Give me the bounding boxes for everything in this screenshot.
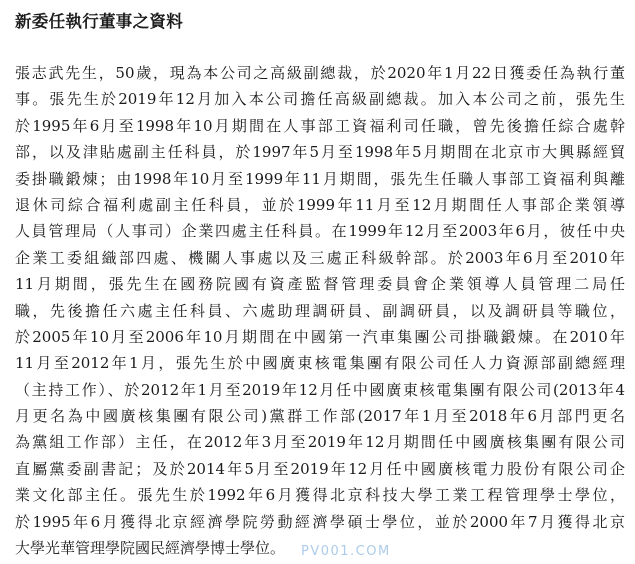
paragraph-line: 於1995年6月至1998年10月期間在人事部工資福利司任職，曾先後擔任綜合處幹 <box>15 116 625 135</box>
paragraph-line: 直屬黨委副書記；及於2014年5月至2019年12月任中國廣核電力股份有限公司企 <box>15 459 625 478</box>
biography-paragraph <box>15 60 625 561</box>
paragraph-line: 11月期間，張先生在國務院國有資產監督管理委員會企業領導人員管理二局任 <box>15 275 625 294</box>
paragraph-line: 人員管理局（人事司）企業四處主任科員。在1999年12月至2003年6月，彼任中央 <box>15 222 625 241</box>
paragraph-line: 企業工委組織部四處、機關人事處以及三處正科級幹部。於2003年6月至2010年 <box>15 248 625 267</box>
paragraph-line: （主持工作）、於2012年1月至2019年12月任中國廣東核電集團有限公司(2013年4 <box>15 380 625 399</box>
paragraph-line: 事。張先生於2019年12月加入本公司擔任高級副總裁。加入本公司之前，張先生 <box>15 90 625 109</box>
paragraph-line: 職，先後擔任六處主任科員、六處助理調研員、副調研員，以及調研員等職位， <box>15 301 625 320</box>
paragraph-line: 張志武先生，50歲，現為本公司之高級副總裁，於2020年1月22日獲委任為執行董 <box>15 64 625 82</box>
section-heading: 新委任執行董事之資料 <box>15 12 183 31</box>
paragraph-line: 委掛職鍛煉；由1998年10月至1999年11月期間，張先生任職人事部工資福利與離 <box>15 169 625 188</box>
paragraph-line: 11月至2012年1月，張先生於中國廣東核電集團有限公司任人力資源部副總經理 <box>15 354 625 373</box>
paragraph-line: 部，以及津貼處副主任科員，於1997年5月至1998年5月期間在北京市大興縣經貿 <box>15 143 625 162</box>
paragraph-line: 月更名為中國廣核集團有限公司)黨群工作部(2017年1月至2018年6月部門更名 <box>15 407 625 426</box>
paragraph-line: 於1995年6月獲得北京經濟學院勞動經濟學碩士學位，並於2000年7月獲得北京 <box>15 512 625 531</box>
paragraph-line: 業文化部主任。張先生於1992年6月獲得北京科技大學工業工程管理學士學位， <box>15 486 625 505</box>
paragraph-line: 大學光華管理學院國民經濟學博士學位。 <box>15 539 286 558</box>
paragraph-line: 於2005年10月至2006年10月期間在中國第一汽車集團公司掛職鍛煉。在2010年 <box>15 327 625 346</box>
paragraph-line: 退休司綜合福利處副主任科員，並於1999年11月至12月期間任人事部企業領導 <box>15 195 625 214</box>
watermark: PV001.COM <box>301 544 391 559</box>
paragraph-line: 為黨組工作部）主任，在2012年3月至2019年12月期間任中國廣核集團有限公司 <box>15 433 625 452</box>
